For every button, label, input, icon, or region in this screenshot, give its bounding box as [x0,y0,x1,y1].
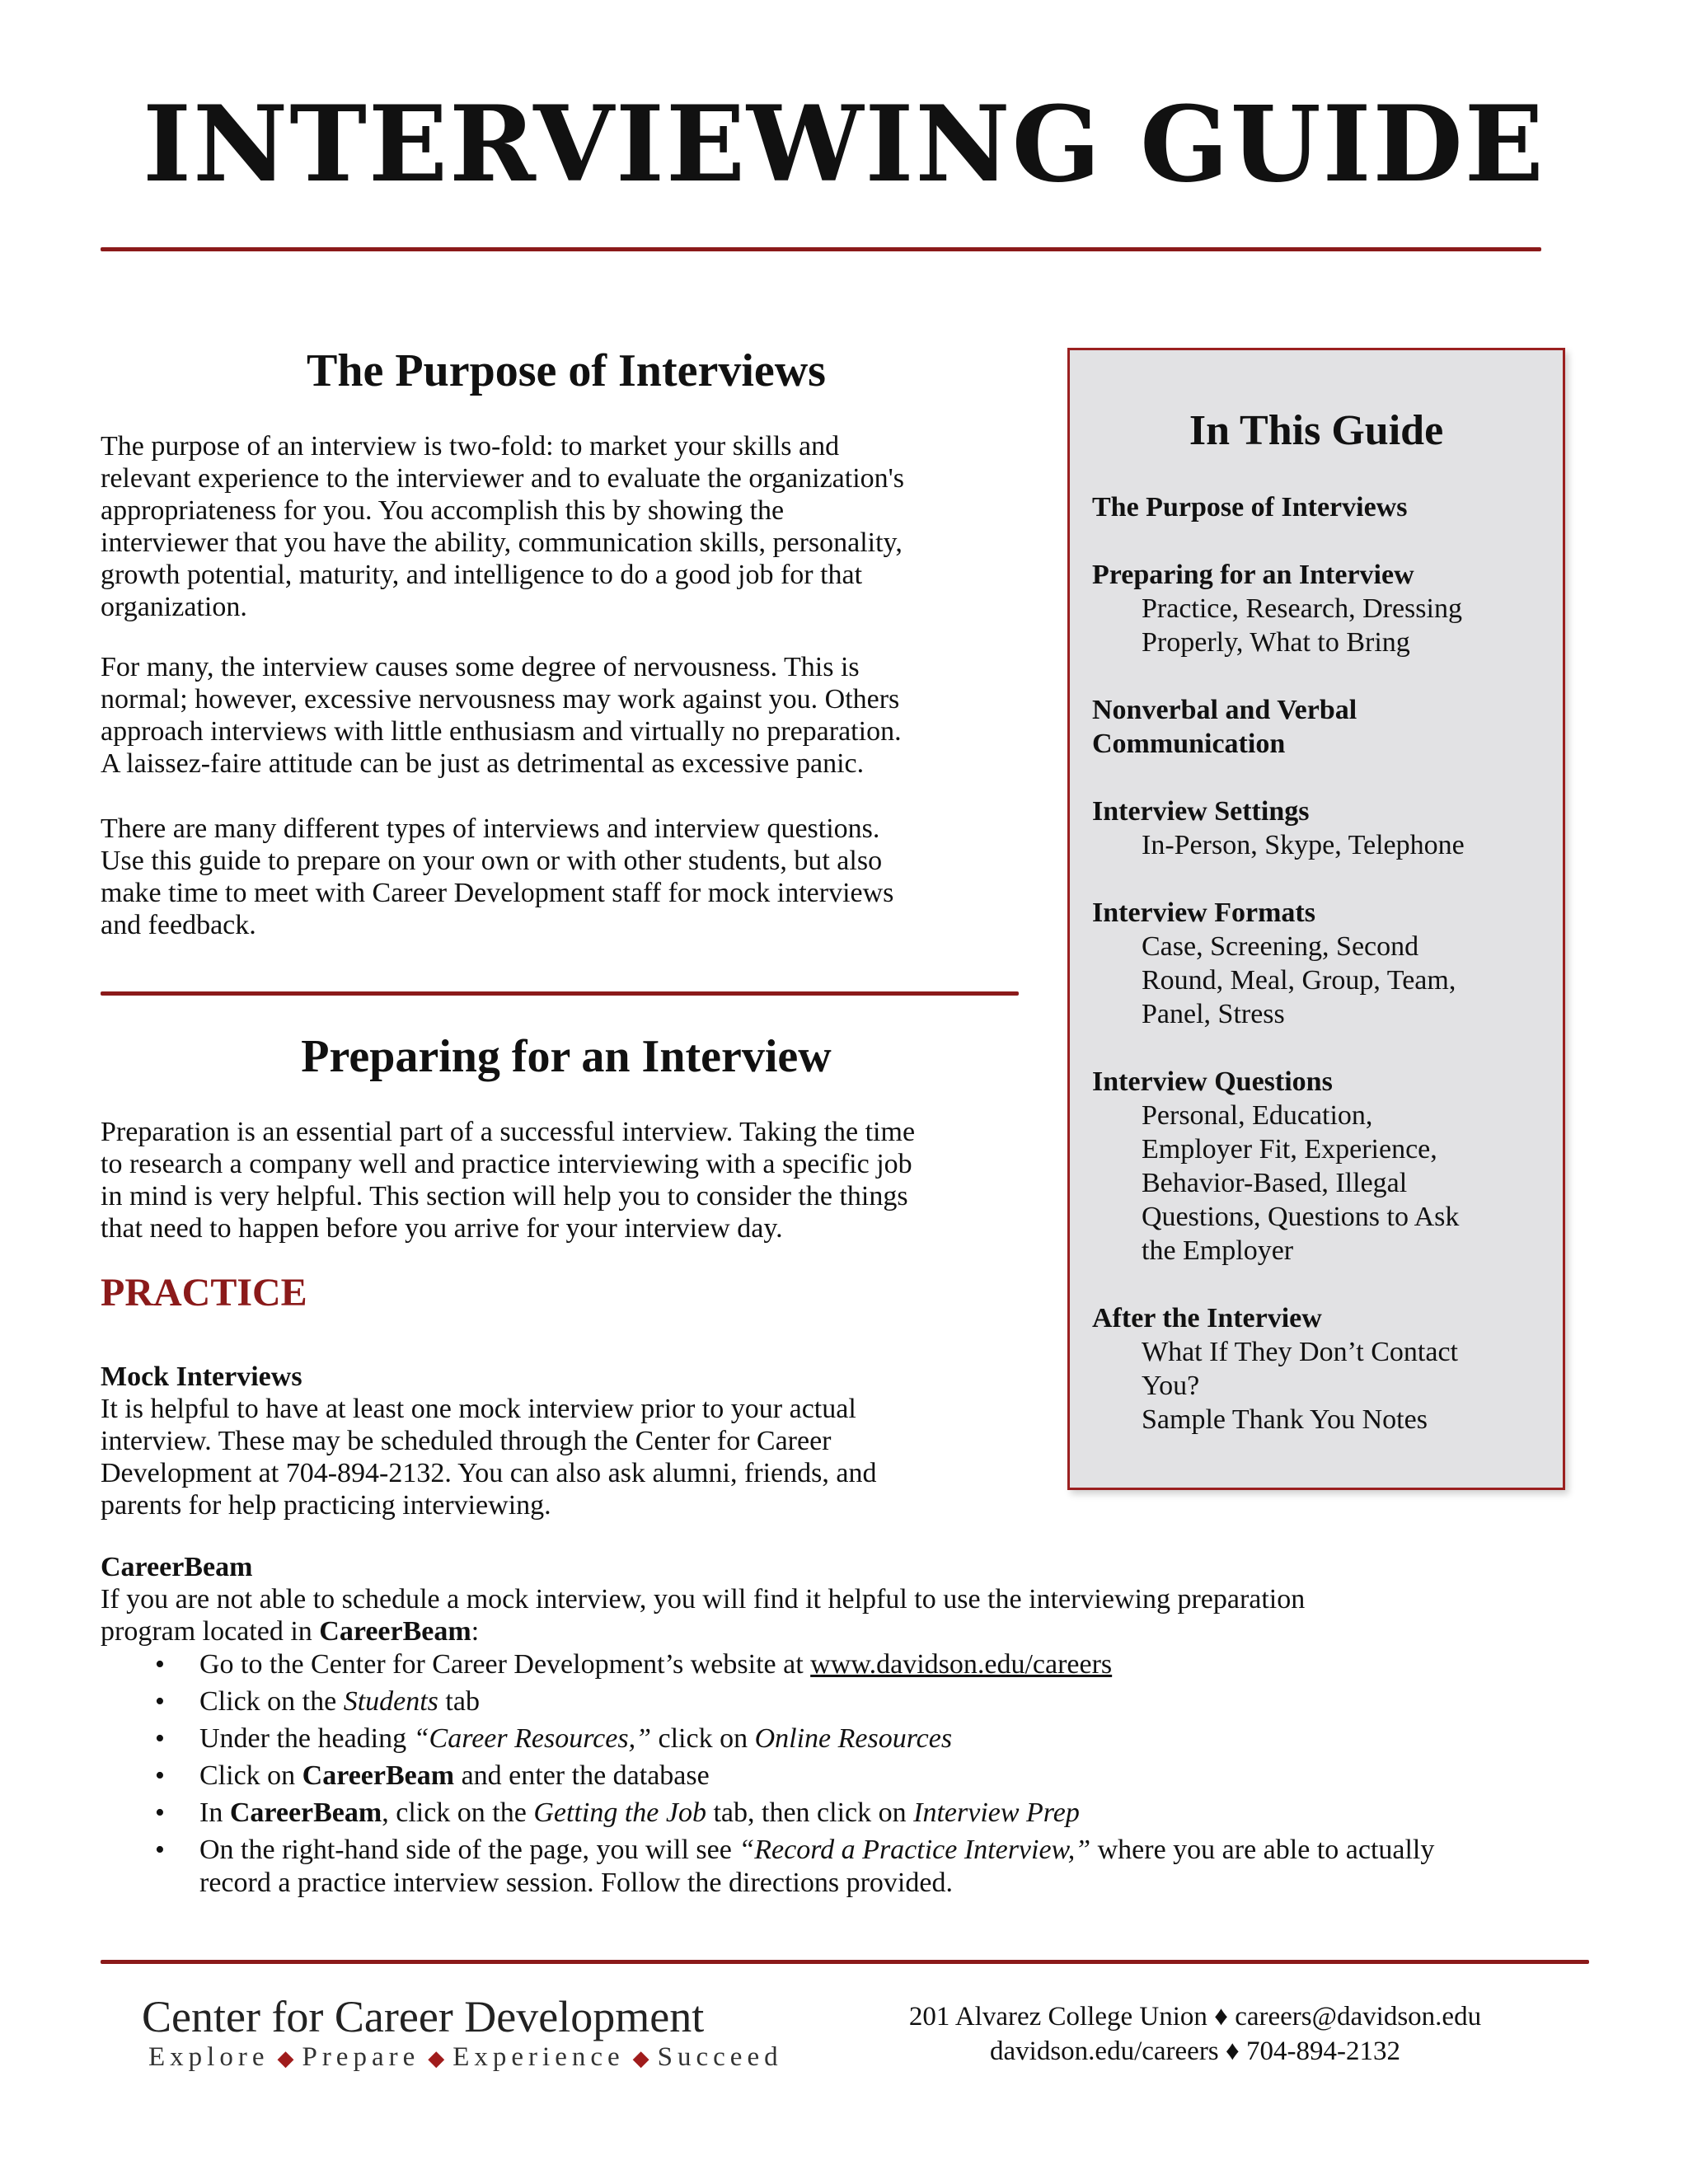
in-this-guide-box [1067,348,1565,1490]
list-item [101,1797,1584,1830]
bullet: • [155,1797,165,1828]
tagline-word: Experience [452,2042,625,2072]
list-item [101,1834,1584,1900]
guide-item-subtopics: Round, Meal, Group, Team, [1142,965,1456,996]
guide-item [1092,1301,1554,1436]
list-item [101,1648,1584,1681]
bullet: • [155,1835,165,1865]
footer-contact [890,1999,1500,2069]
purpose-paragraph-3 [101,813,893,941]
paragraph-line: make time to meet with Career Development staff for mock interviews [101,878,894,908]
step-text: , click on the [382,1797,534,1828]
step-text: Click on [199,1760,302,1791]
guide-item-subtopics: Employer Fit, Experience, [1142,1134,1437,1165]
paragraph-line: There are many different types of interviews and interview questions. [101,813,880,844]
step-strong: CareerBeam [229,1797,382,1828]
guide-item-heading: Interview Settings [1092,796,1310,827]
guide-item-heading: The Purpose of Interviews [1092,492,1408,523]
step-emphasis: “Career Resources,” [413,1723,651,1754]
careerbeam-line-2a: program located in [101,1616,320,1647]
guide-item-subtopics: In-Person, Skype, Telephone [1142,830,1465,860]
paragraph-line: to research a company well and practice interviewing with a specific job [101,1149,912,1179]
guide-item-subtopics: Properly, What to Bring [1142,627,1410,658]
paragraph-line: A laissez-faire attitude can be just as detrimental as excessive panic. [101,748,865,779]
preparing-paragraph [101,1116,915,1244]
guide-item [1092,1065,1554,1268]
guide-item-subtopics: Questions, Questions to Ask [1142,1202,1460,1232]
step-text: On the right-hand side of the page, you will see [199,1835,739,1865]
guide-item [1092,558,1554,659]
careerbeam-heading: CareerBeam [101,1552,253,1582]
preparing-heading: Preparing for an Interview [301,1031,832,1082]
careerbeam-paragraph [101,1583,1584,1647]
step-text: click on [651,1723,755,1754]
step-emphasis: Online Resources [754,1723,953,1754]
bullet: • [155,1649,165,1680]
paragraph-line: The purpose of an interview is two-fold: to market your skills and [101,431,840,462]
footer-organization-name: Center for Career Development [142,1992,705,2041]
guide-item-subtopics: What If They Don’t Contact [1142,1337,1458,1367]
careerbeam-line-2c: : [471,1616,480,1647]
practice-heading: PRACTICE [101,1271,307,1315]
footer-address-line-1: 201 Alvarez College Union ♦ careers@davidson.edu [908,2002,1482,2032]
guide-item-heading: Nonverbal and Verbal Communication [1092,695,1357,759]
title-divider [101,247,1541,251]
section-divider [101,991,1019,996]
guide-item [1092,794,1554,862]
guide-item [1092,693,1554,761]
step-text: Click on the [199,1686,344,1717]
paragraph-line: interviewer that you have the ability, communication skills, personality, [101,527,903,558]
paragraph-line: It is helpful to have at least one mock interview prior to your actual [101,1394,856,1424]
paragraph-line: relevant experience to the interviewer and to evaluate the organization's [101,463,905,494]
step-strong: CareerBeam [302,1760,455,1791]
diamond-icon: ◆ [428,2046,445,2070]
tagline-word: Explore [148,2042,270,2072]
footer-divider [101,1960,1589,1964]
step-text: tab, then click on [706,1797,914,1828]
step-emphasis: Getting the Job [533,1797,706,1828]
guide-item-subtopics: Panel, Stress [1142,999,1285,1029]
footer-tagline [148,2044,783,2071]
step-text: Under the heading [199,1723,414,1754]
paragraph-line: parents for help practicing interviewing. [101,1490,551,1521]
paragraph-line: Preparation is an essential part of a successful interview. Taking the time [101,1117,916,1147]
paragraph-line: in mind is very helpful. This section will help you to consider the things [101,1181,908,1212]
careerbeam-line-1: If you are not able to schedule a mock interview, you will find it helpful to use the interviewing preparation [101,1584,1306,1615]
step-text: tab [438,1686,480,1717]
step-emphasis: Interview Prep [913,1797,1080,1828]
tagline-word: Succeed [657,2042,783,2072]
guide-item-subtopics: Sample Thank You Notes [1142,1404,1428,1435]
guide-item-subtopics: Practice, Research, Dressing [1142,593,1462,624]
guide-item-heading: Interview Formats [1092,898,1315,928]
paragraph-line: interview. These may be scheduled through the Center for Career [101,1426,832,1456]
list-item [101,1760,1584,1793]
step-text: record a practice interview session. Follow the directions provided. [199,1868,953,1898]
list-item [101,1685,1584,1718]
bullet: • [155,1723,165,1754]
bullet: • [155,1760,165,1791]
footer-address-line-2: davidson.edu/careers ♦ 704-894-2132 [990,2036,1400,2066]
guide-item-heading: Interview Questions [1092,1066,1333,1097]
guide-item-subtopics: Behavior-Based, Illegal [1142,1168,1408,1198]
careerbeam-name: CareerBeam [319,1616,471,1647]
guide-item-subtopics: Case, Screening, Second [1142,931,1419,962]
mock-interviews-paragraph [101,1393,876,1521]
tagline-word: Prepare [302,2042,420,2072]
purpose-heading: The Purpose of Interviews [307,345,826,396]
guide-item [1092,490,1554,524]
step-text: where you are able to actually [1090,1835,1435,1865]
guide-contents-list [1092,490,1554,1470]
paragraph-line: that need to happen before you arrive for your interview day. [101,1213,783,1244]
step-emphasis: Students [343,1686,438,1717]
paragraph-line: normal; however, excessive nervousness may work against you. Others [101,684,900,715]
guide-item-subtopics: Personal, Education, [1142,1100,1373,1131]
purpose-paragraph-1 [101,430,904,623]
guide-title: In This Guide [1189,407,1444,454]
step-emphasis: “Record a Practice Interview,” [738,1835,1091,1865]
purpose-paragraph-2 [101,651,902,780]
paragraph-line: growth potential, maturity, and intelligence to do a good job for that [101,560,863,590]
bullet: • [155,1686,165,1717]
list-item [101,1722,1584,1755]
step-text: In [199,1797,230,1828]
paragraph-line: appropriateness for you. You accomplish this by showing the [101,495,785,526]
guide-item [1092,896,1554,1031]
guide-item-heading: After the Interview [1092,1303,1322,1333]
document-title: INTERVIEWING GUIDE [143,83,1545,205]
step-text: and enter the database [454,1760,710,1791]
diamond-icon: ◆ [632,2046,649,2070]
paragraph-line: approach interviews with little enthusiasm and virtually no preparation. [101,716,902,747]
diamond-icon: ◆ [277,2046,294,2070]
paragraph-line: and feedback. [101,910,256,940]
guide-item-heading: Preparing for an Interview [1092,560,1414,590]
paragraph-line: Use this guide to prepare on your own or with other students, but also [101,846,883,876]
careers-website-link[interactable]: www.davidson.edu/careers [810,1649,1113,1680]
paragraph-line: For many, the interview causes some degree of nervousness. This is [101,652,860,682]
careerbeam-steps-list [101,1648,1584,1904]
step-text: Go to the Center for Career Development’s website at [199,1649,811,1680]
paragraph-line: Development at 704-894-2132. You can also ask alumni, friends, and [101,1458,877,1488]
guide-item-subtopics: the Employer [1142,1235,1294,1266]
paragraph-line: organization. [101,592,247,622]
mock-interviews-heading: Mock Interviews [101,1361,302,1392]
guide-item-subtopics: You? [1142,1371,1200,1401]
